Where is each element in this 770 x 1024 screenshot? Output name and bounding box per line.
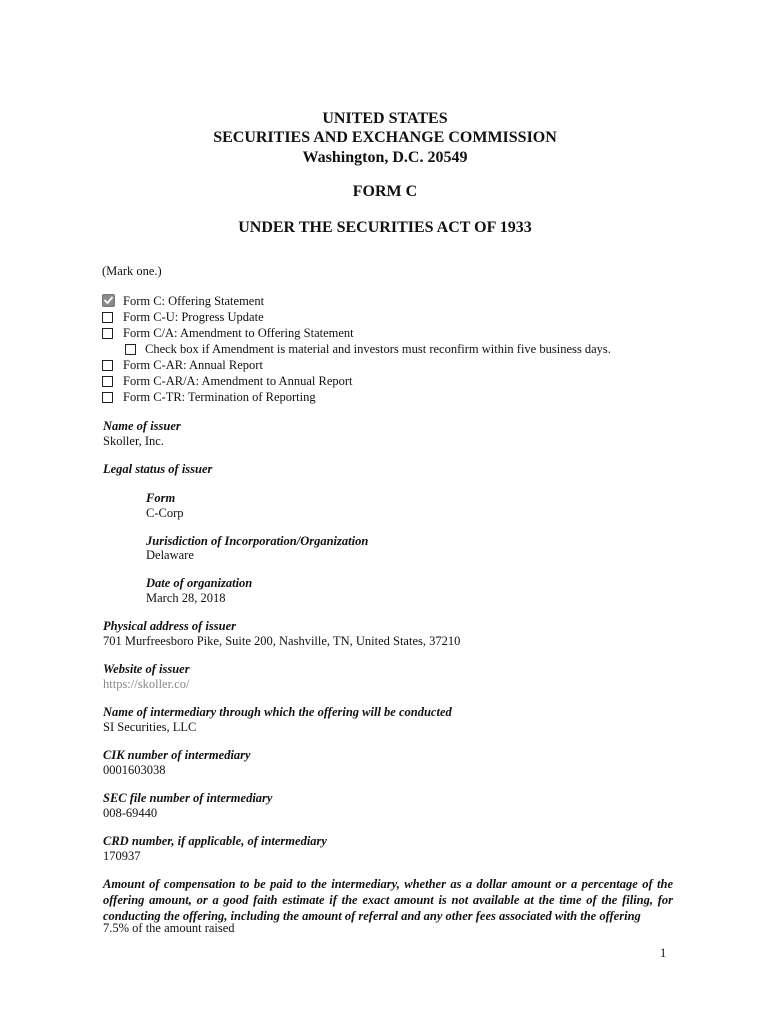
form-value: C-Corp <box>146 506 184 520</box>
jurisdiction-label: Jurisdiction of Incorporation/Organization <box>146 534 369 548</box>
checkbox-amendment-material[interactable] <box>125 344 136 355</box>
intermediary-name-label: Name of intermediary through which the offering will be conducted <box>103 705 452 719</box>
jurisdiction-value: Delaware <box>146 548 194 562</box>
option-label-form-c: Form C: Offering Statement <box>123 294 265 308</box>
date-of-organization-label: Date of organization <box>146 576 253 590</box>
cik-value: 0001603038 <box>103 763 166 777</box>
crd-label: CRD number, if applicable, of intermediary <box>103 834 327 848</box>
header-location: Washington, D.C. 20549 <box>302 149 468 166</box>
checkbox-form-c-u[interactable] <box>102 312 113 323</box>
issuer-name-value: Skoller, Inc. <box>103 434 164 448</box>
option-label-amendment-material: Check box if Amendment is material and investors must reconfirm within five business days. <box>145 342 611 356</box>
physical-address-value: 701 Murfreesboro Pike, Suite 200, Nashville, TN, United States, 37210 <box>103 634 461 648</box>
sec-file-label: SEC file number of intermediary <box>103 791 273 805</box>
website-link[interactable]: https://skoller.co/ <box>103 677 190 691</box>
option-label-form-c-tr: Form C-TR: Termination of Reporting <box>123 390 316 404</box>
intermediary-name-value: SI Securities, LLC <box>103 720 197 734</box>
mark-one-instruction: (Mark one.) <box>102 264 162 278</box>
website-label: Website of issuer <box>103 662 190 676</box>
physical-address-label: Physical address of issuer <box>103 619 236 633</box>
option-label-form-c-ar-a: Form C-AR/A: Amendment to Annual Report <box>123 374 353 388</box>
issuer-name-label: Name of issuer <box>103 419 181 433</box>
option-label-form-c-u: Form C-U: Progress Update <box>123 310 264 324</box>
date-of-organization-value: March 28, 2018 <box>146 591 226 605</box>
header-country: UNITED STATES <box>322 110 448 127</box>
act-title: UNDER THE SECURITIES ACT OF 1933 <box>238 219 532 236</box>
checkbox-form-c-tr[interactable] <box>102 392 113 403</box>
checkbox-form-c[interactable] <box>102 294 115 307</box>
checkbox-form-c-ar-a[interactable] <box>102 376 113 387</box>
sec-file-value: 008-69440 <box>103 806 158 820</box>
legal-status-label: Legal status of issuer <box>103 462 213 476</box>
compensation-label: Amount of compensation to be paid to the intermediary, whether as a dollar amount or a percentage of the offering amount, or a good faith estimate if the exact amount is not available at the time of the filing, for conducting the offering, including the amount of referral and any other fees associated with the offering <box>103 877 673 923</box>
checkbox-form-c-ar[interactable] <box>102 360 113 371</box>
crd-value: 170937 <box>103 849 141 863</box>
cik-label: CIK number of intermediary <box>103 748 251 762</box>
option-label-form-c-a: Form C/A: Amendment to Offering Statement <box>123 326 354 340</box>
option-label-form-c-ar: Form C-AR: Annual Report <box>123 358 263 372</box>
compensation-value: 7.5% of the amount raised <box>103 921 235 935</box>
checkmark-icon <box>103 295 114 306</box>
form-title: FORM C <box>352 183 418 200</box>
header-commission: SECURITIES AND EXCHANGE COMMISSION <box>213 129 557 146</box>
form-label: Form <box>146 491 176 505</box>
page-number: 1 <box>660 946 667 960</box>
checkbox-form-c-a[interactable] <box>102 328 113 339</box>
